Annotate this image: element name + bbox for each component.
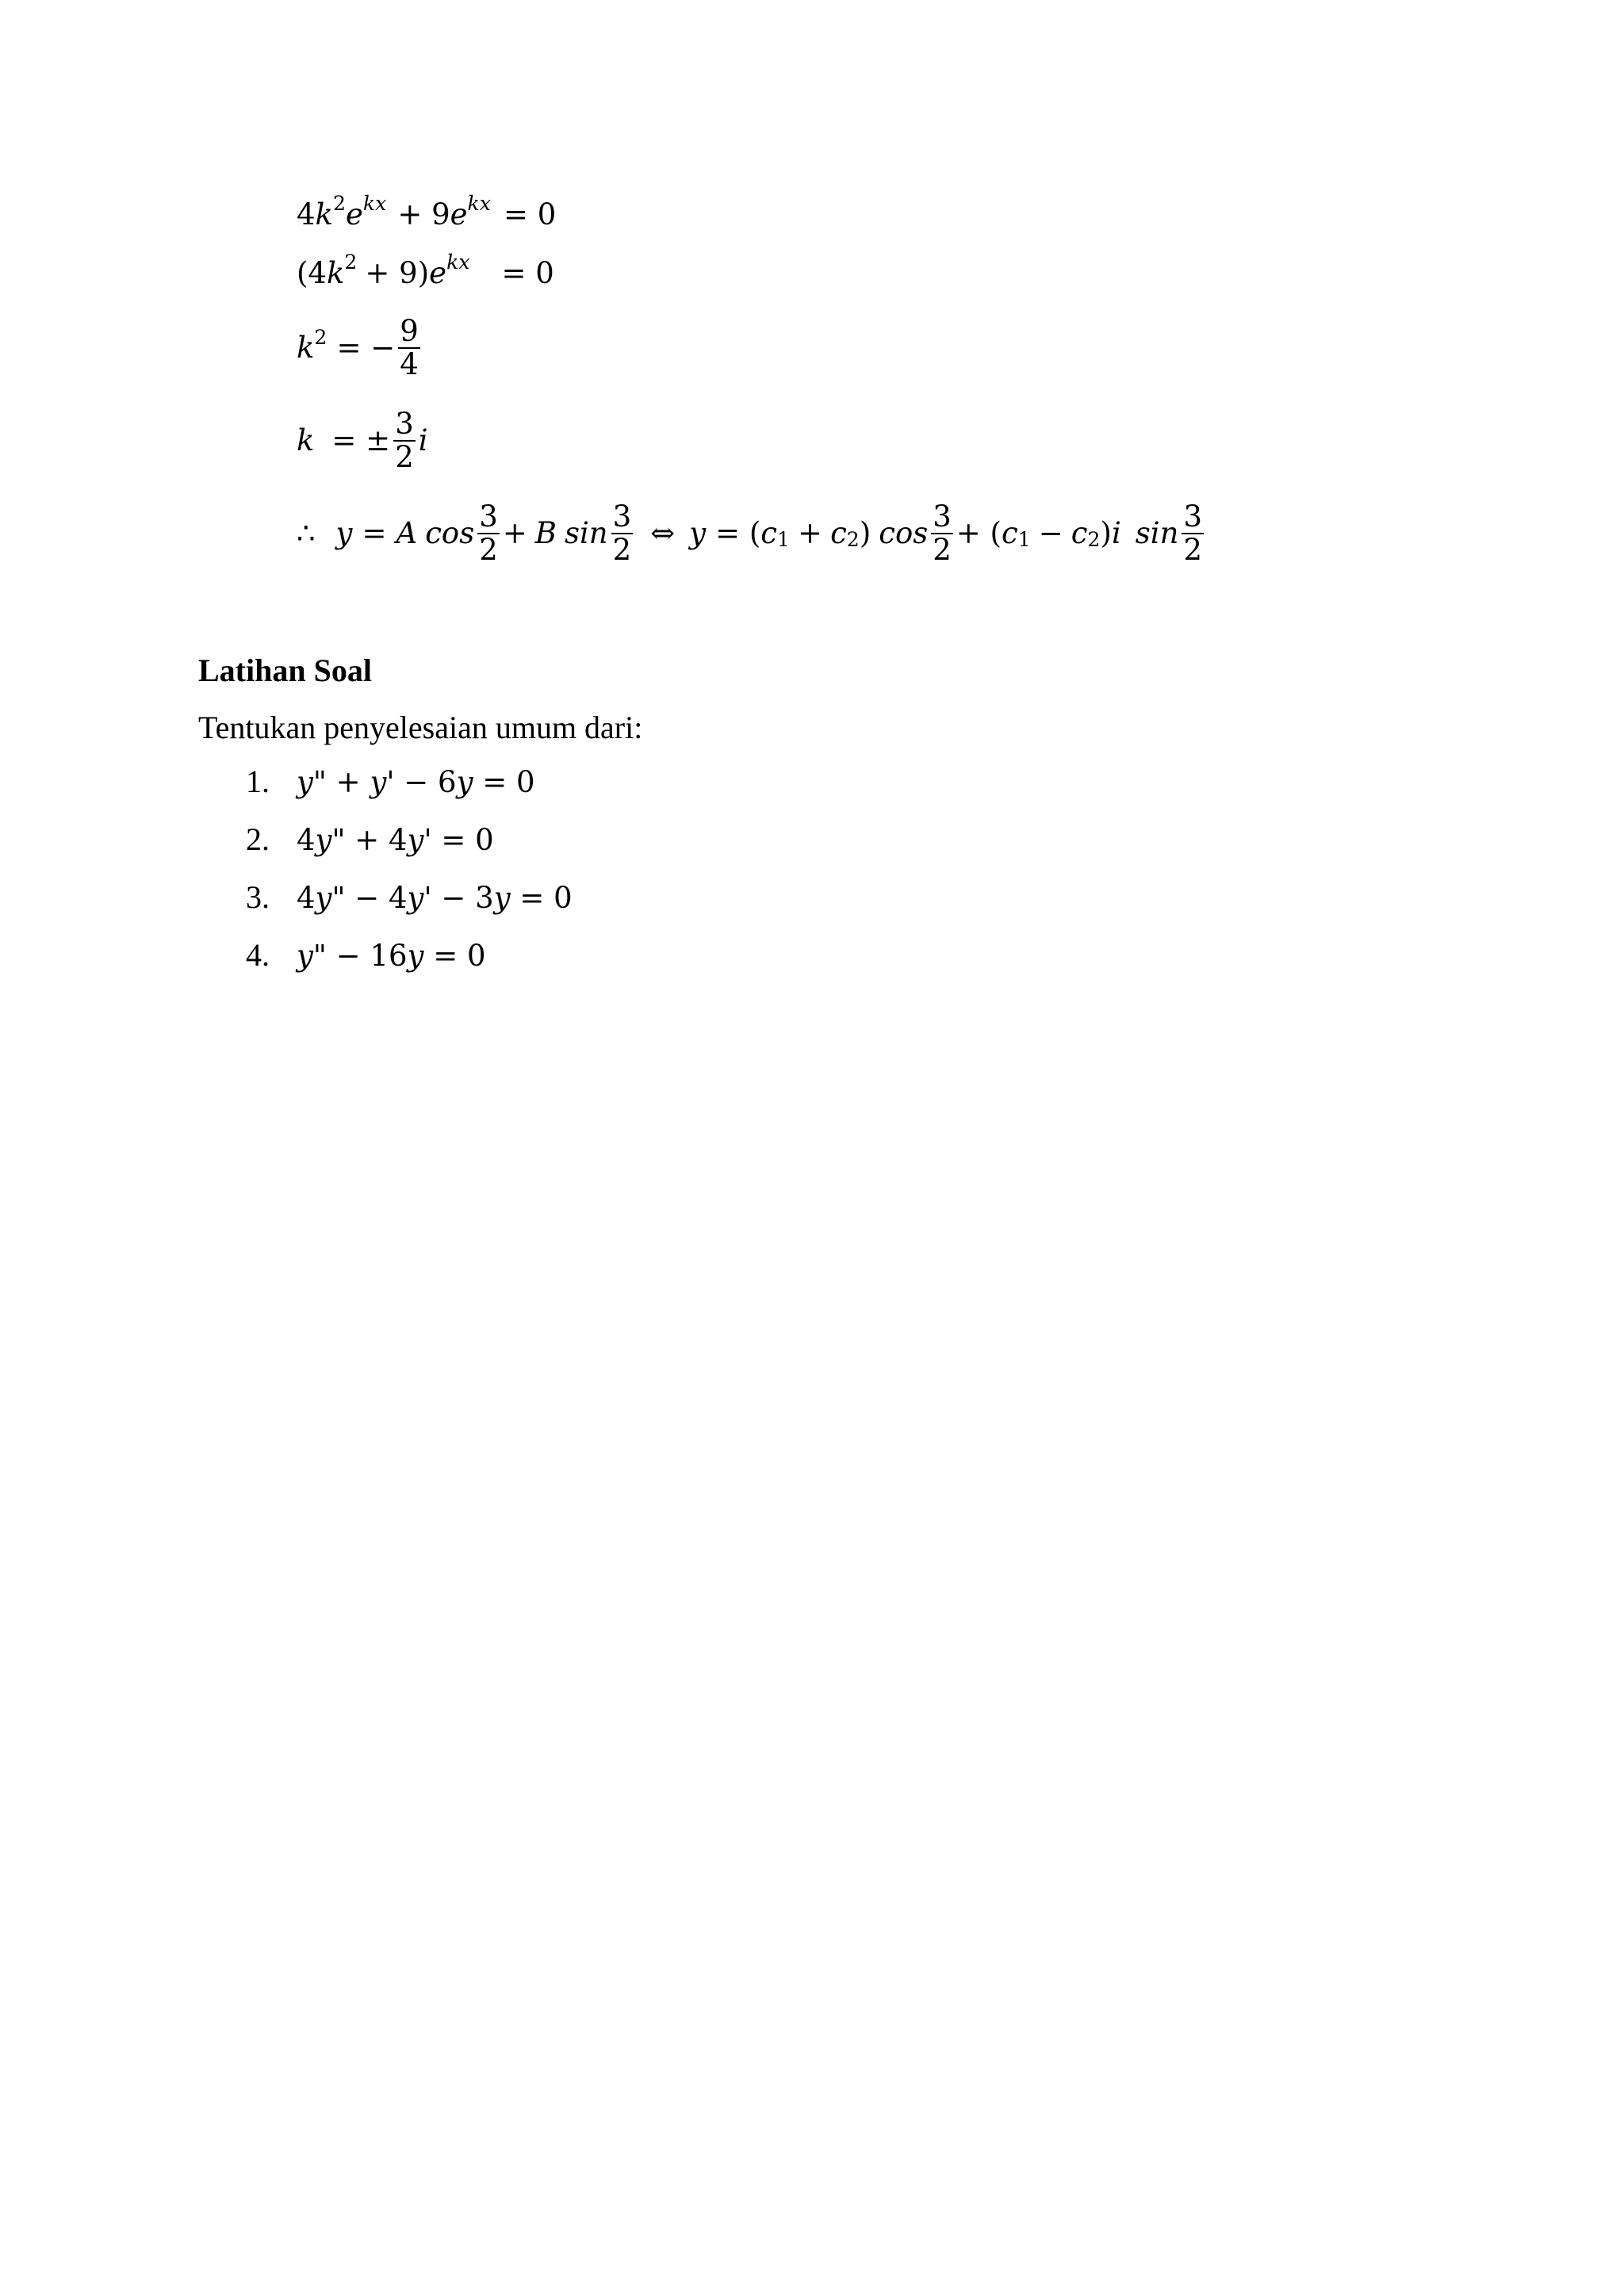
eq5-close2: ) [1100,516,1112,551]
equation-line-1 [297,192,557,232]
eq5-plus2: + [798,516,823,551]
eq1-plus: + 9 [397,197,450,232]
eq1-coef: 4 [297,197,316,232]
exercise-number: 4. [246,937,270,973]
equation-line-3 [297,316,423,381]
eq5-B: B [534,516,557,551]
list-item [246,936,573,994]
therefore-symbol: ∴ [297,516,316,551]
eq1-exp: 2 [332,192,346,216]
list-item [246,821,573,878]
eq2-open: (4 [297,256,327,290]
eq3-denominator: 4 [400,346,419,381]
list-item [246,763,573,821]
exercise-list [246,763,573,994]
eq5-denominator-3: 2 [933,532,952,567]
eq5-sin: sin [564,516,608,551]
eq2-close: + 9) [365,256,430,290]
exercise-equation: 4y" + 4y' = 0 [297,823,494,857]
eq3-exp: 2 [314,325,327,349]
equation-line-2 [297,251,554,290]
equation-line-5 [297,501,1207,566]
eq1-kx2: kx [467,192,491,216]
eq4-k: k [297,423,315,458]
eq5-numerator-4: 3 [1183,499,1202,534]
eq2-rhs: = 0 [501,256,554,290]
eq5-fraction-4 [1182,501,1204,566]
eq1-kx: kx [362,192,387,216]
eq5-minus: − [1038,516,1063,551]
eq5-eq: = [362,516,387,551]
exercise-number: 1. [246,763,270,799]
eq1-e2: e [450,197,468,232]
eq5-y: y [335,516,353,551]
eq2-kx: kx [446,251,470,274]
eq4-i: i [418,423,428,458]
eq2-exp: 2 [344,251,358,274]
eq5-fraction-2 [611,501,634,566]
eq3-eq: = − [336,331,396,365]
eq5-numerator-3: 3 [933,499,952,534]
eq5-y2: y [689,516,707,551]
eq5-sin2: sin [1135,516,1179,551]
eq3-fraction [398,316,420,381]
eq5-numerator-1: 3 [479,499,498,534]
iff-symbol: ⇔ [650,516,676,551]
exercise-heading: Latihan Soal [198,652,372,688]
eq5-close1: ) [859,516,871,551]
eq5-sub1b: 1 [1017,527,1031,551]
eq5-i: i [1111,516,1121,551]
eq1-e: e [345,197,363,232]
eq5-c2a: c [830,516,847,551]
eq4-fraction [393,408,416,473]
eq3-numerator: 9 [400,314,419,348]
eq1-rhs: = 0 [503,197,557,232]
eq2-k: k [326,256,345,290]
eq5-eq2: = ( [715,516,761,551]
eq5-c1b: c [1002,516,1018,551]
eq5-sub1a: 1 [777,527,791,551]
exercise-number: 3. [246,879,270,915]
eq5-A: A [396,516,418,551]
eq5-denominator-1: 2 [479,532,498,567]
eq5-plus: + [502,516,527,551]
eq5-cos2: cos [879,516,929,551]
eq1-k: k [315,197,333,232]
exercise-intro: Tentukan penyelesaian umum dari: [198,710,643,745]
exercise-equation: 4y" − 4y' − 3y = 0 [297,881,573,915]
eq5-denominator-2: 2 [612,532,632,567]
eq3-k: k [297,331,315,365]
eq5-numerator-2: 3 [612,499,632,534]
eq4-denominator: 2 [395,439,414,474]
eq5-c2b: c [1071,516,1088,551]
eq5-fraction-3 [931,501,953,566]
eq5-sub2b: 2 [1087,527,1101,551]
eq5-cos: cos [425,516,475,551]
equation-line-4 [297,408,428,473]
exercise-equation: y" − 16y = 0 [297,939,486,973]
eq4-eq: = ± [331,423,391,458]
eq2-e: e [429,256,447,290]
exercise-equation: y" + y' − 6y = 0 [297,765,535,799]
list-item [246,878,573,936]
eq5-sub2a: 2 [846,527,860,551]
eq5-denominator-4: 2 [1183,532,1202,567]
eq5-fraction-1 [477,501,500,566]
exercise-number: 2. [246,821,270,857]
eq5-c1a: c [760,516,778,551]
eq5-plus3: + ( [956,516,1002,551]
eq4-numerator: 3 [395,407,414,441]
